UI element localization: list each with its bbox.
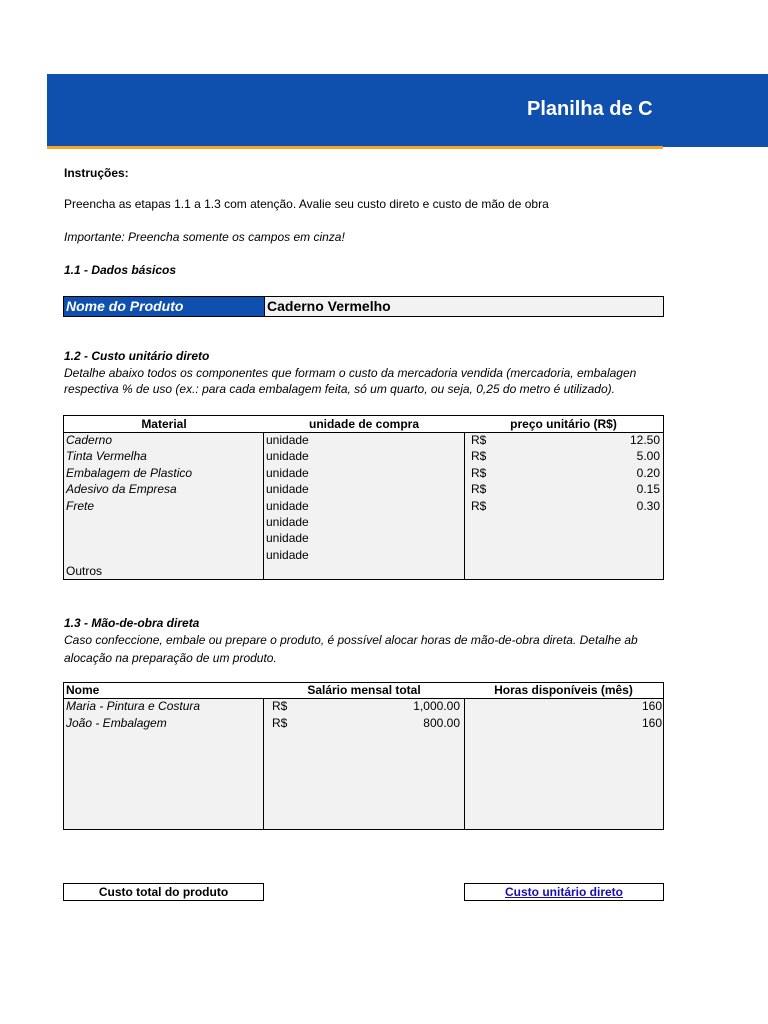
material-header: Material — [141, 417, 187, 431]
unit-cost-box — [464, 883, 664, 901]
material-cell[interactable]: Embalagem de Plastico — [66, 465, 193, 480]
salary-cell[interactable]: 800.00 — [423, 715, 460, 730]
section-1-2-desc-line2: respectiva % de uso (ex.: para cada embalagem feita, só um quarto, ou seja, 0,25 do metro é utilizado). — [64, 382, 615, 396]
unit-cost-link[interactable]: Custo unitário direto — [505, 885, 623, 899]
material-table-header — [64, 416, 663, 433]
price-cell[interactable]: 0.30 — [636, 498, 660, 513]
salary-cell[interactable]: 1,000.00 — [413, 699, 460, 713]
unit-cell[interactable]: unidade — [266, 465, 309, 480]
unit-cell[interactable]: unidade — [266, 515, 309, 529]
product-name-row — [63, 296, 664, 317]
labor-table-header — [64, 683, 663, 699]
header-accent-line — [47, 146, 663, 149]
material-table — [63, 415, 664, 580]
section-1-2-desc-line1: Detalhe abaixo todos os componentes que formam o custo da mercadoria vendida (mercadoria, embalagen — [64, 366, 637, 380]
price-header: preço unitário (R$) — [510, 417, 617, 431]
unit-cell[interactable]: unidade — [266, 449, 309, 464]
unit-cell[interactable]: unidade — [266, 498, 309, 513]
header-banner-title-area — [47, 74, 663, 147]
instructions-heading: Instruções: — [64, 166, 129, 180]
section-1-3-heading: 1.3 - Mão-de-obra direta — [64, 616, 200, 630]
hours-cell[interactable]: 160 — [641, 699, 662, 713]
currency-cell[interactable]: R$ — [471, 449, 487, 464]
currency-cell[interactable]: R$ — [471, 482, 487, 497]
price-cell[interactable]: 12.50 — [629, 433, 660, 447]
important-note: Importante: Preencha somente os campos em cinza! — [64, 230, 345, 244]
worker-name-cell[interactable]: João - Embalagem — [66, 715, 167, 730]
price-cell[interactable]: 5.00 — [636, 449, 660, 464]
labor-table — [63, 682, 664, 830]
others-label: Outros — [66, 564, 103, 578]
section-1-1-heading: 1.1 - Dados básicos — [64, 263, 177, 277]
salary-header: Salário mensal total — [307, 683, 421, 697]
material-cell[interactable]: Caderno — [66, 433, 113, 447]
unit-cell[interactable]: unidade — [266, 433, 309, 447]
section-1-3-desc-line2: alocação na preparação de um produto. — [64, 651, 277, 665]
unit-cell[interactable]: unidade — [266, 547, 309, 562]
currency-cell[interactable]: R$ — [471, 465, 487, 480]
section-1-2-heading: 1.2 - Custo unitário direto — [64, 349, 210, 363]
salary-currency-cell[interactable]: R$ — [272, 699, 288, 713]
page-title: Planilha de C — [527, 98, 653, 120]
total-cost-box — [63, 883, 264, 901]
total-cost-label: Custo total do produto — [98, 885, 229, 899]
price-cell[interactable]: 0.15 — [636, 482, 660, 497]
unit-cell[interactable]: unidade — [266, 531, 309, 546]
material-cell[interactable]: Adesivo da Empresa — [66, 482, 177, 497]
material-cell[interactable]: Frete — [66, 498, 95, 513]
product-name-label: Nome do Produto — [64, 297, 264, 316]
hours-cell[interactable]: 160 — [641, 715, 662, 730]
unit-cell[interactable]: unidade — [266, 482, 309, 497]
unit-header: unidade de compra — [308, 417, 420, 431]
material-cell[interactable]: Tinta Vermelha — [66, 449, 147, 464]
product-name-input[interactable]: Caderno Vermelho — [264, 297, 663, 316]
currency-cell[interactable]: R$ — [471, 498, 487, 513]
name-header: Nome — [66, 683, 100, 697]
hours-header: Horas disponíveis (mês) — [494, 683, 633, 697]
price-cell[interactable]: 0.20 — [636, 465, 660, 480]
instructions-text: Preencha as etapas 1.1 a 1.3 com atenção. Avalie seu custo direto e custo de mão de obra — [64, 197, 549, 211]
currency-cell[interactable]: R$ — [471, 433, 487, 447]
section-1-3-desc-line1: Caso confeccione, embale ou prepare o produto, é possível alocar horas de mão-de-obra direta. Detalhe ab — [64, 633, 638, 647]
salary-currency-cell[interactable]: R$ — [272, 715, 288, 730]
worker-name-cell[interactable]: Maria - Pintura e Costura — [66, 699, 201, 713]
